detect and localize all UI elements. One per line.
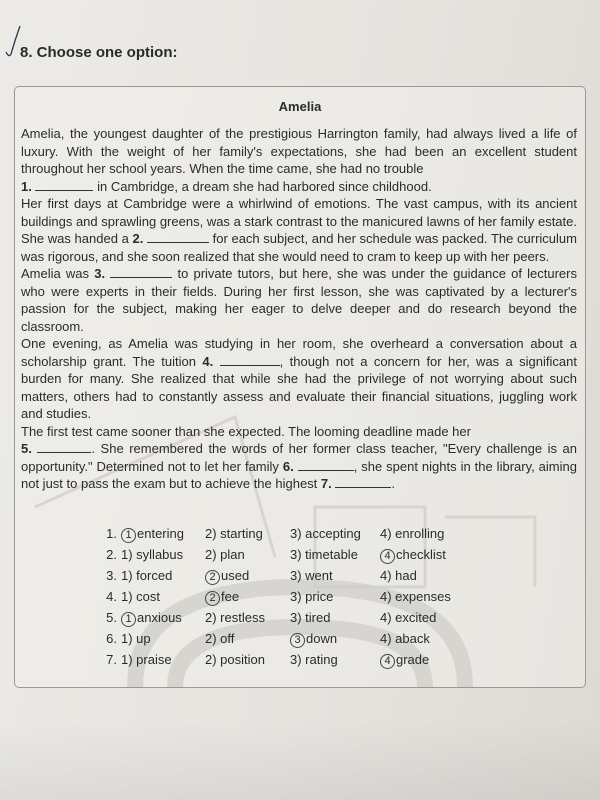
option-row-6 <box>99 628 460 649</box>
circled-answer-icon: 2 <box>205 570 220 585</box>
circled-answer-icon: 3 <box>290 633 305 648</box>
option-choice-5-3[interactable]: 3) tired <box>290 610 331 625</box>
question-number: 7. <box>106 652 117 667</box>
blank-3[interactable] <box>110 265 172 278</box>
page-shadow <box>0 720 600 800</box>
option-choice-6-3[interactable]: 3 down <box>290 628 380 649</box>
blank-2[interactable] <box>147 230 209 243</box>
option-choice-6-1[interactable]: 1) up <box>121 631 151 646</box>
option-choice-6-2[interactable]: 2) off <box>205 631 235 646</box>
blank-1[interactable] <box>35 178 93 191</box>
circled-answer-icon: 4 <box>380 654 395 669</box>
blank-7[interactable] <box>335 475 391 488</box>
option-choice-7-1[interactable]: 1) praise <box>121 652 172 667</box>
option-row-5 <box>99 607 460 628</box>
option-choice-5-2[interactable]: 2) restless <box>205 610 265 625</box>
option-choice-4-4[interactable]: 4) expenses <box>380 589 451 604</box>
option-row-4 <box>99 586 460 607</box>
circled-answer-icon: 1 <box>121 612 136 627</box>
paragraph-5: The first test came sooner than she expected. The looming deadline made her 5. . She remembered the words of her former class teacher, "Every challenge is an opportunity." Determined not to let her family 6. , she spent nights in the library, aiming not just to pass the exam but to achieve the highest 7. . <box>21 423 577 491</box>
circled-answer-icon: 4 <box>380 549 395 564</box>
option-choice-2-4[interactable]: 4 checklist <box>380 544 460 565</box>
option-choice-5-1[interactable]: 1 anxious <box>121 607 205 628</box>
story-text <box>21 125 577 493</box>
paragraph-2: Her first days at Cambridge were a whirlwind of emotions. The vast campus, with its ancient buildings and sprawling greens, was a stark contrast to the manicured lawns of her family estate. She was handed a 2. for each subject, and her schedule was packed. The curriculum was rigorous, and she soon realized that she would need to cram to keep up with her peers. <box>21 196 577 264</box>
option-choice-3-3[interactable]: 3) went <box>290 568 333 583</box>
option-choice-3-4[interactable]: 4) had <box>380 568 417 583</box>
story-title: Amelia <box>278 99 322 114</box>
circled-answer-icon: 2 <box>205 591 220 606</box>
option-row-1 <box>99 523 460 544</box>
question-number: 3. <box>106 568 117 583</box>
option-choice-4-2[interactable]: 2 fee <box>205 586 290 607</box>
option-choice-6-4[interactable]: 4) aback <box>380 631 430 646</box>
option-choice-7-2[interactable]: 2) position <box>205 652 265 667</box>
option-choice-2-3[interactable]: 3) timetable <box>290 547 358 562</box>
question-number: 4. <box>106 589 117 604</box>
option-choice-7-4[interactable]: 4 grade <box>380 649 460 670</box>
option-choice-7-3[interactable]: 3) rating <box>290 652 338 667</box>
question-number: 1. <box>106 526 117 541</box>
option-row-3 <box>99 565 460 586</box>
question-number: 2. <box>106 547 117 562</box>
option-choice-3-1[interactable]: 1) forced <box>121 568 173 583</box>
circled-answer-icon: 1 <box>121 528 136 543</box>
option-row-7 <box>99 649 460 670</box>
option-choice-5-4[interactable]: 4) excited <box>380 610 437 625</box>
option-choice-2-1[interactable]: 1) syllabus <box>121 547 184 562</box>
option-choice-2-2[interactable]: 2) plan <box>205 547 245 562</box>
question-number: 5. <box>106 610 117 625</box>
pen-checkmark-icon <box>2 22 22 60</box>
question-number: 6. <box>106 631 117 646</box>
option-row-2 <box>99 544 460 565</box>
task-title: 8. Choose one option: <box>20 44 178 61</box>
paragraph-3: Amelia was 3. to private tutors, but here, she was under the guidance of lecturers who were experts in their fields. During her first lesson, she was captivated by a lecturer's passion for the subject, making her eager to delve deeper and do research beyond the classroom. <box>21 266 577 334</box>
option-choice-4-3[interactable]: 3) price <box>290 589 334 604</box>
blank-4[interactable] <box>220 353 280 366</box>
blank-6[interactable] <box>298 458 354 471</box>
blank-5[interactable] <box>37 440 91 453</box>
option-choice-1-4[interactable]: 4) enrolling <box>380 526 445 541</box>
option-choice-3-2[interactable]: 2 used <box>205 565 290 586</box>
option-choice-1-3[interactable]: 3) accepting <box>290 526 361 541</box>
story-box <box>14 86 586 688</box>
paragraph-1: Amelia, the youngest daughter of the prestigious Harrington family, had always lived a life of luxury. With the weight of her family's expectations, she had been an excellent student throughout her school years. When the time came, she had no trouble 1. in Cambridge, a dream she had harbored since childhood. <box>21 126 577 194</box>
answer-options <box>99 523 460 670</box>
paragraph-4: One evening, as Amelia was studying in her room, she overheard a conversation about a scholarship grant. The tuition 4. , though not a concern for her, was a significant burden for many. She realized that while she had the privilege of not worrying about such matters, others had to constantly assess and evaluate their financial situations, juggling work and studies. <box>21 336 577 421</box>
option-choice-4-1[interactable]: 1) cost <box>121 589 161 604</box>
option-choice-1-2[interactable]: 2) starting <box>205 526 263 541</box>
option-choice-1-1[interactable]: 1 entering <box>121 523 205 544</box>
